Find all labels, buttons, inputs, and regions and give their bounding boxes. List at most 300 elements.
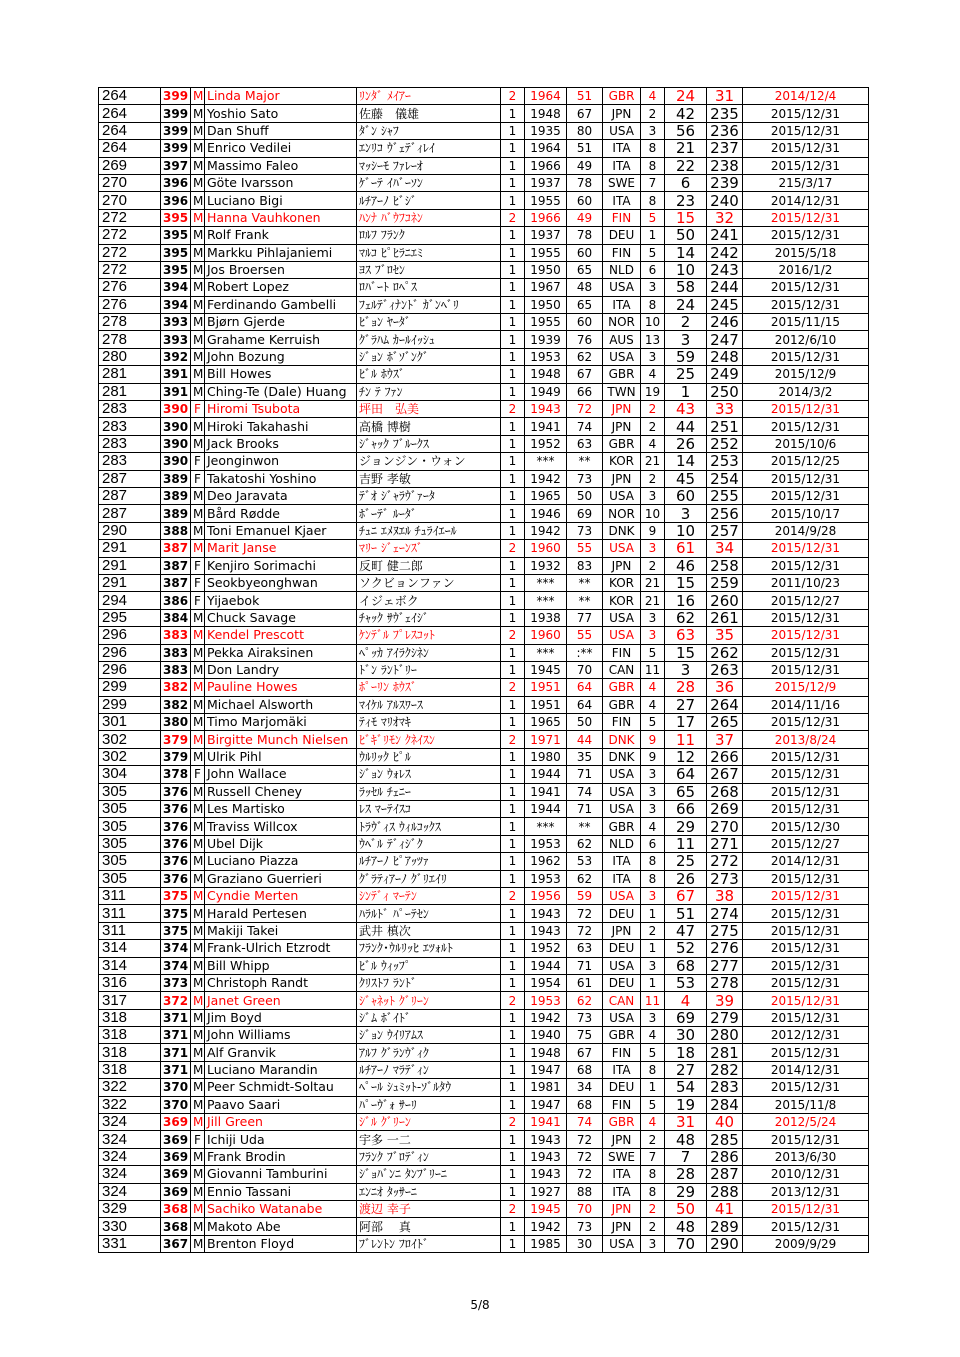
group-rank-cell: 268 <box>707 783 743 800</box>
country-rank-cell: 16 <box>665 592 707 609</box>
sex-code-cell: 1 <box>501 261 525 278</box>
country-cell: ITA <box>603 192 641 209</box>
gender-cell: F <box>191 766 205 783</box>
score-cell: 370 <box>161 1079 191 1096</box>
group-rank-cell: 266 <box>707 748 743 765</box>
katakana-name-cell: 坪田 弘美 <box>357 401 501 418</box>
group-rank-cell: 242 <box>707 244 743 261</box>
birth-year-cell: *** <box>525 818 567 835</box>
katakana-name-cell: 阿部 真 <box>357 1218 501 1235</box>
country-rank-cell: 67 <box>665 887 707 904</box>
rank-cell: 269 <box>99 157 161 174</box>
name-cell: Ennio Tassani <box>205 1183 357 1200</box>
country-rank-cell: 48 <box>665 1131 707 1148</box>
birth-year-cell: 1952 <box>525 940 567 957</box>
rank-cell: 299 <box>99 696 161 713</box>
name-cell: Toni Emanuel Kjaer <box>205 522 357 539</box>
group-rank-cell: 262 <box>707 644 743 661</box>
sex-code-cell: 1 <box>501 922 525 939</box>
table-row <box>99 209 869 226</box>
birth-year-cell: 1948 <box>525 105 567 122</box>
name-cell: Brenton Floyd <box>205 1235 357 1252</box>
gender-cell: M <box>191 1218 205 1235</box>
katakana-name-cell: ｳﾙﾘｯｸ ﾋﾟﾙ <box>357 748 501 765</box>
name-cell: Giovanni Tamburini <box>205 1166 357 1183</box>
birth-year-cell: 1953 <box>525 835 567 852</box>
table-row <box>99 174 869 191</box>
country-rank-cell: 14 <box>665 453 707 470</box>
katakana-name-cell: 反町 健二郎 <box>357 557 501 574</box>
rank-cell: 287 <box>99 487 161 504</box>
date-cell: 2015/12/31 <box>743 940 869 957</box>
country-cell: USA <box>603 766 641 783</box>
katakana-name-cell: ﾄﾞﾝ ﾗﾝﾄﾞﾘｰ <box>357 661 501 678</box>
score-cell: 368 <box>161 1201 191 1218</box>
country-rank-cell: 3 <box>665 505 707 522</box>
country-code-cell: 21 <box>641 453 665 470</box>
date-cell: 2015/12/31 <box>743 661 869 678</box>
table-row <box>99 992 869 1009</box>
country-rank-cell: 24 <box>665 296 707 313</box>
score-cell: 399 <box>161 88 191 105</box>
country-cell: ITA <box>603 853 641 870</box>
country-code-cell: 4 <box>641 679 665 696</box>
country-rank-cell: 46 <box>665 557 707 574</box>
katakana-name-cell: ｼﾞｮﾝ ﾎﾞｿﾞﾝｸﾞ <box>357 348 501 365</box>
sex-code-cell: 2 <box>501 401 525 418</box>
rank-cell: 281 <box>99 366 161 383</box>
gender-cell: F <box>191 557 205 574</box>
sex-code-cell: 1 <box>501 331 525 348</box>
katakana-name-cell: 武井 槙次 <box>357 922 501 939</box>
table-row <box>99 105 869 122</box>
country-cell: JPN <box>603 418 641 435</box>
table-row <box>99 731 869 748</box>
age-cell: 72 <box>567 401 603 418</box>
date-cell: 2012/12/31 <box>743 1027 869 1044</box>
group-rank-cell: 237 <box>707 140 743 157</box>
gender-cell: M <box>191 905 205 922</box>
katakana-name-cell: ｴﾝﾆｵ ﾀｯｻｰﾆ <box>357 1183 501 1200</box>
score-cell: 376 <box>161 853 191 870</box>
birth-year-cell: 1927 <box>525 1183 567 1200</box>
birth-year-cell: 1942 <box>525 470 567 487</box>
score-cell: 395 <box>161 227 191 244</box>
table-row <box>99 314 869 331</box>
birth-year-cell: 1942 <box>525 522 567 539</box>
date-cell: 2015/5/18 <box>743 244 869 261</box>
country-cell: JPN <box>603 922 641 939</box>
age-cell: 50 <box>567 714 603 731</box>
birth-year-cell: 1966 <box>525 209 567 226</box>
rank-cell: 305 <box>99 853 161 870</box>
sex-code-cell: 1 <box>501 783 525 800</box>
country-cell: GBR <box>603 366 641 383</box>
sex-code-cell: 2 <box>501 209 525 226</box>
sex-code-cell: 1 <box>501 1009 525 1026</box>
country-rank-cell: 65 <box>665 783 707 800</box>
country-rank-cell: 15 <box>665 209 707 226</box>
score-cell: 379 <box>161 748 191 765</box>
score-cell: 376 <box>161 870 191 887</box>
age-cell: 88 <box>567 1183 603 1200</box>
country-code-cell: 3 <box>641 957 665 974</box>
gender-cell: M <box>191 627 205 644</box>
group-rank-cell: 249 <box>707 366 743 383</box>
sex-code-cell: 1 <box>501 1183 525 1200</box>
katakana-name-cell: ﾃﾞｵ ｼﾞｬﾗｳﾞｧｰﾀ <box>357 487 501 504</box>
katakana-name-cell: ｼﾞｬﾈｯﾄ ｸﾞﾘｰﾝ <box>357 992 501 1009</box>
birth-year-cell: 1935 <box>525 122 567 139</box>
sex-code-cell: 2 <box>501 1201 525 1218</box>
name-cell: John Williams <box>205 1027 357 1044</box>
rank-cell: 287 <box>99 505 161 522</box>
name-cell: Ferdinando Gambelli <box>205 296 357 313</box>
name-cell: Seokbyeonghwan <box>205 574 357 591</box>
name-cell: Marit Janse <box>205 540 357 557</box>
name-cell: Robert Lopez <box>205 279 357 296</box>
group-rank-cell: 265 <box>707 714 743 731</box>
score-cell: 395 <box>161 209 191 226</box>
score-cell: 375 <box>161 887 191 904</box>
katakana-name-cell: ﾁｭﾆ ｴﾒﾇｴﾙ ﾁｭﾗｲｴｰﾙ <box>357 522 501 539</box>
sex-code-cell: 1 <box>501 1166 525 1183</box>
score-cell: 374 <box>161 957 191 974</box>
country-cell: DEU <box>603 227 641 244</box>
rank-cell: 305 <box>99 870 161 887</box>
name-cell: Pauline Howes <box>205 679 357 696</box>
rank-cell: 296 <box>99 644 161 661</box>
sex-code-cell: 1 <box>501 905 525 922</box>
country-code-cell: 2 <box>641 418 665 435</box>
country-cell: USA <box>603 122 641 139</box>
group-rank-cell: 287 <box>707 1166 743 1183</box>
gender-cell: M <box>191 1009 205 1026</box>
score-cell: 390 <box>161 418 191 435</box>
katakana-name-cell: ﾋﾞｮﾝ ﾔｰﾀﾞ <box>357 314 501 331</box>
sex-code-cell: 1 <box>501 505 525 522</box>
name-cell: Kendel Prescott <box>205 627 357 644</box>
gender-cell: M <box>191 1096 205 1113</box>
country-cell: FIN <box>603 714 641 731</box>
country-cell: ITA <box>603 1183 641 1200</box>
sex-code-cell: 1 <box>501 766 525 783</box>
country-code-cell: 2 <box>641 401 665 418</box>
country-code-cell: 3 <box>641 122 665 139</box>
country-rank-cell: 50 <box>665 1201 707 1218</box>
country-cell: USA <box>603 1009 641 1026</box>
score-cell: 382 <box>161 679 191 696</box>
country-code-cell: 3 <box>641 487 665 504</box>
date-cell: 2015/12/9 <box>743 679 869 696</box>
gender-cell: M <box>191 122 205 139</box>
country-code-cell: 9 <box>641 748 665 765</box>
name-cell: Hiromi Tsubota <box>205 401 357 418</box>
gender-cell: M <box>191 261 205 278</box>
group-rank-cell: 39 <box>707 992 743 1009</box>
name-cell: Michael Alsworth <box>205 696 357 713</box>
sex-code-cell: 1 <box>501 296 525 313</box>
sex-code-cell: 1 <box>501 835 525 852</box>
table-row <box>99 644 869 661</box>
country-code-cell: 9 <box>641 731 665 748</box>
age-cell: 67 <box>567 1044 603 1061</box>
rank-cell: 278 <box>99 331 161 348</box>
table-row <box>99 348 869 365</box>
katakana-name-cell: 吉野 孝敏 <box>357 470 501 487</box>
katakana-name-cell: ﾎﾞｰﾃﾞ ﾙｰﾀﾞ <box>357 505 501 522</box>
score-cell: 369 <box>161 1114 191 1131</box>
country-code-cell: 2 <box>641 1218 665 1235</box>
name-cell: Bill Whipp <box>205 957 357 974</box>
group-rank-cell: 255 <box>707 487 743 504</box>
date-cell: 2015/12/31 <box>743 296 869 313</box>
score-cell: 373 <box>161 974 191 991</box>
group-rank-cell: 263 <box>707 661 743 678</box>
gender-cell: M <box>191 487 205 504</box>
country-rank-cell: 43 <box>665 401 707 418</box>
country-code-cell: 3 <box>641 609 665 626</box>
gender-cell: M <box>191 314 205 331</box>
country-code-cell: 4 <box>641 818 665 835</box>
date-cell: 2015/12/31 <box>743 540 869 557</box>
score-cell: 395 <box>161 261 191 278</box>
country-code-cell: 2 <box>641 105 665 122</box>
group-rank-cell: 261 <box>707 609 743 626</box>
gender-cell: M <box>191 505 205 522</box>
name-cell: Deo Jaravata <box>205 487 357 504</box>
gender-cell: M <box>191 1079 205 1096</box>
age-cell: 44 <box>567 731 603 748</box>
table-row <box>99 1044 869 1061</box>
country-code-cell: 4 <box>641 696 665 713</box>
date-cell: 2013/8/24 <box>743 731 869 748</box>
gender-cell: M <box>191 783 205 800</box>
rank-cell: 324 <box>99 1148 161 1165</box>
name-cell: Kenjiro Sorimachi <box>205 557 357 574</box>
rank-cell: 324 <box>99 1114 161 1131</box>
gender-cell: M <box>191 801 205 818</box>
gender-cell: M <box>191 1201 205 1218</box>
group-rank-cell: 282 <box>707 1061 743 1078</box>
gender-cell: M <box>191 348 205 365</box>
gender-cell: M <box>191 835 205 852</box>
table-row <box>99 279 869 296</box>
sex-code-cell: 1 <box>501 227 525 244</box>
country-rank-cell: 29 <box>665 1183 707 1200</box>
date-cell: 2015/12/31 <box>743 1009 869 1026</box>
country-cell: JPN <box>603 1218 641 1235</box>
katakana-name-cell: ﾙﾁｱｰﾉ ﾋﾟｱｯﾂｧ <box>357 853 501 870</box>
score-cell: 369 <box>161 1166 191 1183</box>
table-row <box>99 835 869 852</box>
birth-year-cell: 1967 <box>525 279 567 296</box>
group-rank-cell: 37 <box>707 731 743 748</box>
age-cell: 74 <box>567 783 603 800</box>
table-row <box>99 905 869 922</box>
country-cell: NLD <box>603 261 641 278</box>
gender-cell: M <box>191 887 205 904</box>
age-cell: 60 <box>567 314 603 331</box>
birth-year-cell: 1960 <box>525 627 567 644</box>
rank-cell: 296 <box>99 627 161 644</box>
date-cell: 2016/1/2 <box>743 261 869 278</box>
gender-cell: M <box>191 661 205 678</box>
name-cell: Sachiko Watanabe <box>205 1201 357 1218</box>
katakana-name-cell: ｼﾞｮﾊﾞﾝﾆ ﾀﾝﾌﾞﾘｰﾆ <box>357 1166 501 1183</box>
score-cell: 370 <box>161 1096 191 1113</box>
rank-cell: 302 <box>99 731 161 748</box>
country-cell: FIN <box>603 1096 641 1113</box>
age-cell: 60 <box>567 244 603 261</box>
name-cell: Linda Major <box>205 88 357 105</box>
country-code-cell: 1 <box>641 974 665 991</box>
country-code-cell: 13 <box>641 331 665 348</box>
score-cell: 394 <box>161 296 191 313</box>
birth-year-cell: 1932 <box>525 557 567 574</box>
group-rank-cell: 34 <box>707 540 743 557</box>
table-row <box>99 261 869 278</box>
date-cell: 2015/12/31 <box>743 209 869 226</box>
rank-cell: 283 <box>99 418 161 435</box>
country-cell: JPN <box>603 401 641 418</box>
birth-year-cell: 1943 <box>525 905 567 922</box>
age-cell: 61 <box>567 974 603 991</box>
country-cell: ITA <box>603 1061 641 1078</box>
table-row <box>99 88 869 105</box>
age-cell: 53 <box>567 853 603 870</box>
date-cell: 2015/12/31 <box>743 227 869 244</box>
country-code-cell: 2 <box>641 1131 665 1148</box>
group-rank-cell: 286 <box>707 1148 743 1165</box>
country-code-cell: 2 <box>641 470 665 487</box>
katakana-name-cell: ﾌｪﾙﾃﾞｨﾅﾝﾄﾞ ｶﾞﾝﾍﾞﾘ <box>357 296 501 313</box>
country-cell: GBR <box>603 1027 641 1044</box>
rank-cell: 302 <box>99 748 161 765</box>
katakana-name-cell: ｹﾝﾃﾞﾙ ﾌﾟﾚｽｺｯﾄ <box>357 627 501 644</box>
rank-cell: 291 <box>99 540 161 557</box>
country-code-cell: 8 <box>641 853 665 870</box>
table-row <box>99 418 869 435</box>
date-cell: 2015/12/30 <box>743 818 869 835</box>
date-cell: 2009/9/29 <box>743 1235 869 1252</box>
katakana-name-cell: ﾊﾟｰｳﾞｫ ｻｰﾘ <box>357 1096 501 1113</box>
rank-cell: 324 <box>99 1131 161 1148</box>
score-cell: 396 <box>161 192 191 209</box>
rank-cell: 305 <box>99 818 161 835</box>
rank-cell: 311 <box>99 905 161 922</box>
gender-cell: M <box>191 644 205 661</box>
rank-cell: 301 <box>99 714 161 731</box>
date-cell: 2014/3/2 <box>743 383 869 400</box>
age-cell: 68 <box>567 1096 603 1113</box>
rank-cell: 318 <box>99 1027 161 1044</box>
country-cell: KOR <box>603 453 641 470</box>
date-cell: 2015/12/25 <box>743 453 869 470</box>
name-cell: John Bozung <box>205 348 357 365</box>
country-cell: DEU <box>603 974 641 991</box>
rank-cell: 295 <box>99 609 161 626</box>
katakana-name-cell: ﾌﾞﾚﾝﾄﾝ ﾌﾛｲﾄﾞ <box>357 1235 501 1252</box>
birth-year-cell: 1981 <box>525 1079 567 1096</box>
table-row <box>99 574 869 591</box>
table-row <box>99 661 869 678</box>
group-rank-cell: 238 <box>707 157 743 174</box>
birth-year-cell: 1971 <box>525 731 567 748</box>
country-cell: GBR <box>603 1114 641 1131</box>
country-cell: USA <box>603 801 641 818</box>
age-cell: 71 <box>567 766 603 783</box>
katakana-name-cell: ﾎﾟｰﾘﾝ ﾎｳｽﾞ <box>357 679 501 696</box>
country-cell: KOR <box>603 574 641 591</box>
country-code-cell: 8 <box>641 296 665 313</box>
country-rank-cell: 30 <box>665 1027 707 1044</box>
country-code-cell: 2 <box>641 557 665 574</box>
katakana-name-cell: ｼﾞｮﾝ ｳｲﾘｱﾑｽ <box>357 1027 501 1044</box>
group-rank-cell: 290 <box>707 1235 743 1252</box>
gender-cell: M <box>191 331 205 348</box>
country-rank-cell: 15 <box>665 574 707 591</box>
group-rank-cell: 240 <box>707 192 743 209</box>
score-cell: 367 <box>161 1235 191 1252</box>
rank-cell: 314 <box>99 957 161 974</box>
sex-code-cell: 1 <box>501 140 525 157</box>
country-rank-cell: 25 <box>665 366 707 383</box>
group-rank-cell: 35 <box>707 627 743 644</box>
group-rank-cell: 273 <box>707 870 743 887</box>
country-code-cell: 3 <box>641 801 665 818</box>
age-cell: 55 <box>567 627 603 644</box>
country-code-cell: 6 <box>641 835 665 852</box>
group-rank-cell: 272 <box>707 853 743 870</box>
birth-year-cell: 1965 <box>525 714 567 731</box>
name-cell: Bård Rødde <box>205 505 357 522</box>
rank-cell: 272 <box>99 209 161 226</box>
sex-code-cell: 1 <box>501 592 525 609</box>
date-cell: 2014/12/4 <box>743 88 869 105</box>
date-cell: 2013/12/31 <box>743 1183 869 1200</box>
country-code-cell: 5 <box>641 644 665 661</box>
score-cell: 391 <box>161 383 191 400</box>
birth-year-cell: 1956 <box>525 887 567 904</box>
country-rank-cell: 12 <box>665 748 707 765</box>
age-cell: 73 <box>567 1009 603 1026</box>
date-cell: 2015/12/31 <box>743 627 869 644</box>
gender-cell: F <box>191 1131 205 1148</box>
table-row <box>99 296 869 313</box>
group-rank-cell: 280 <box>707 1027 743 1044</box>
country-code-cell: 8 <box>641 140 665 157</box>
age-cell: 73 <box>567 470 603 487</box>
rank-cell: 322 <box>99 1079 161 1096</box>
table-row <box>99 1061 869 1078</box>
katakana-name-cell: ﾛﾙﾌ ﾌﾗﾝｸ <box>357 227 501 244</box>
table-row <box>99 696 869 713</box>
gender-cell: M <box>191 435 205 452</box>
age-cell: 73 <box>567 1218 603 1235</box>
birth-year-cell: 1946 <box>525 505 567 522</box>
table-row <box>99 1201 869 1218</box>
name-cell: Göte Ivarsson <box>205 174 357 191</box>
rank-cell: 305 <box>99 835 161 852</box>
date-cell: 2015/12/31 <box>743 992 869 1009</box>
country-rank-cell: 10 <box>665 522 707 539</box>
birth-year-cell: *** <box>525 453 567 470</box>
rank-cell: 314 <box>99 940 161 957</box>
group-rank-cell: 257 <box>707 522 743 539</box>
rank-cell: 305 <box>99 783 161 800</box>
group-rank-cell: 288 <box>707 1183 743 1200</box>
